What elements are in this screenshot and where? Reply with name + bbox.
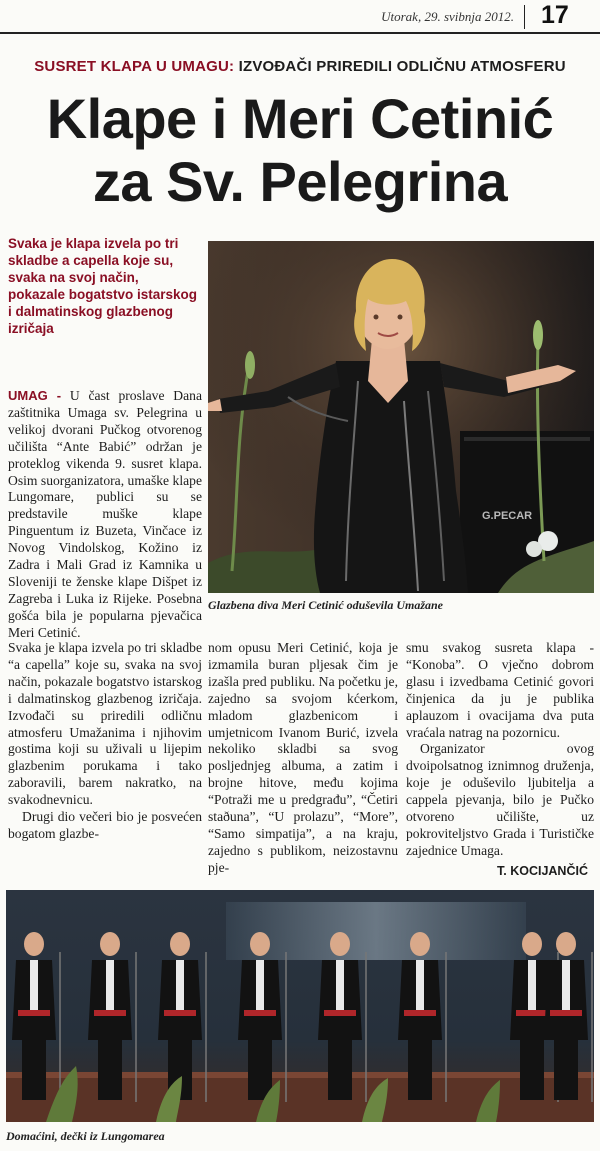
piano-brand: G.PECAR <box>482 510 533 522</box>
singer-photo <box>208 241 594 593</box>
article-column-3 <box>406 640 594 860</box>
article-paragraph-1-text: U čast proslave Dana zaštitnika Umaga sv. Pelegrina u velikoj dvorani Pučkog otvorenog učilišta “Ante Babić” održan je proteklog vikenda 9. susret klapa. Osim suorganizatora, umaške klape Lungomare, publici su se predstavile muške klape Pinguentum iz Buzeta, Vinčace iz Novog Vindolskog, Kožino iz Zadra i Mali Grad iz Kamnika u Sloveniji te ženske klape Dišpet iz Zagreba i Luka iz Rijeke. Posebna gošća bila je popularna pjevačica Meri Cetinić. <box>8 388 202 640</box>
header-divider <box>524 5 525 29</box>
kicker-subtitle: IZVOĐAČI PRIREDILI ODLIČNU ATMOSFERU <box>234 58 566 75</box>
singer-illustration <box>208 241 594 593</box>
headline <box>0 87 600 213</box>
article-paragraph-3: Drugi dio večeri bio je posvećen bogatom glazbe- <box>8 809 202 841</box>
article-column-1-upper <box>8 388 202 642</box>
article-column-2 <box>208 640 398 877</box>
article-paragraph-6: Organizator ovog dvoipolsatnog iznimnog druženja, koje je oduševilo ljubitelja a cappela pjevanja, bilo je Pučko otvoreno učilište, uz pokroviteljstvo Grada i Turističke zajednice Umaga. <box>406 741 594 858</box>
headline-line-1: Klape i Meri Cetinić <box>46 87 554 150</box>
article-column-1-lower <box>8 640 202 843</box>
headline-line-2: za Sv. Pelegrina <box>92 150 508 213</box>
klapa-photo-caption: Domaćini, dečki iz Lungomarea <box>6 1129 165 1143</box>
header-rule <box>0 32 600 34</box>
article-paragraph-5: smu svakog susreta klapa - “Konoba”. O vječno dobrom glasu i izvedbama Cetinić govori činjenica da ju je publika aplauzom i ovacijama dva puta vraćala natrag na pozornicu. <box>406 640 594 740</box>
klapa-photo <box>6 890 594 1122</box>
article-paragraph-4: nom opusu Meri Cetinić, koja je izmamila buran pljesak čim je izašla pred publiku. Na početku je, zajedno sa svojom kćerkom, mladom glazbenicom i umjetnicom Ivanom Burić, izvela nekoliko skladbi sa svog posljednjeg albuma, a zatim i brojne hitove, među kojima “Potraži me u predgrađu”, “Četiri staðuna”, “U prolazu”, “More”, “Samo simpatija”, a na kraju, zajedno s publikom, neizostavnu pje- <box>208 640 398 875</box>
kicker <box>0 58 600 75</box>
page-header <box>0 0 600 36</box>
klapa-illustration <box>6 890 594 1122</box>
dateline: UMAG - <box>8 388 62 403</box>
byline: T. KOCIJANČIĆ <box>497 864 588 878</box>
singer-photo-caption: Glazbena diva Meri Cetinić oduševila Umažane <box>208 598 443 612</box>
page-number: 17 <box>541 1 569 29</box>
lead-paragraph: Svaka je klapa izvela po tri skladbe a capella koje su, svaka na svoj način, pokazale bogatstvo istarskog i dalmatinskog glazbenog izričaja <box>8 236 198 336</box>
article-paragraph-1 <box>8 388 202 642</box>
article-paragraph-2: Svaka je klapa izvela po tri skladbe “a capella” koje su, svaka na svoj način, pokazale bogatstvo istarskog i dalmatinskog glazbenog izričaja. Izvođači su priredili odličnu atmosferu Umažanima i njihovim gostima koji su uživali u lijepim glazbenim porukama i tako zaboravili, barem nakratko, na svakodnevnicu. <box>8 640 202 808</box>
kicker-topic: SUSRET KLAPA U UMAGU: <box>34 58 235 75</box>
issue-date: Utorak, 29. svibnja 2012. <box>381 9 514 24</box>
